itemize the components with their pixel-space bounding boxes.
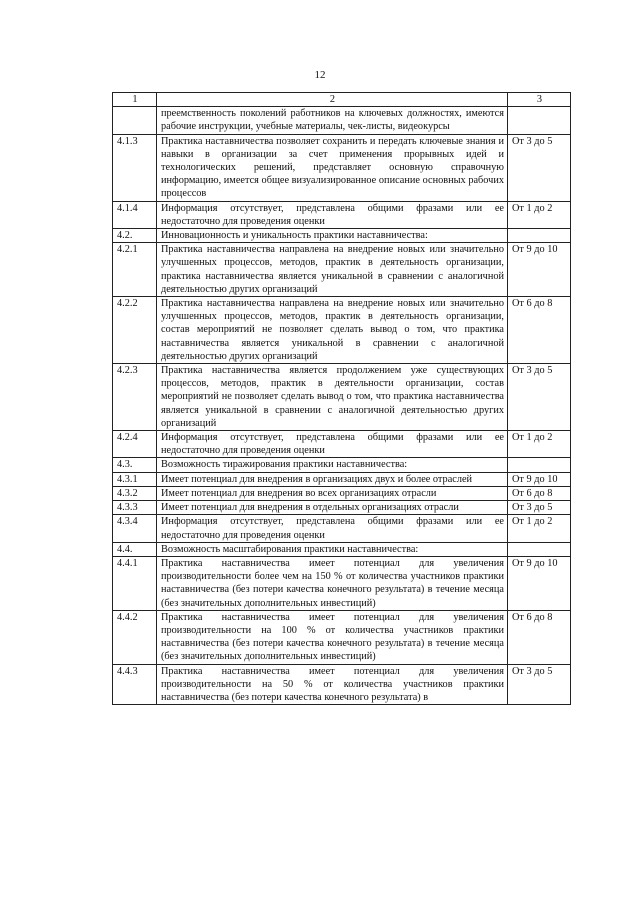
table-row xyxy=(113,556,571,610)
table-row xyxy=(113,201,571,228)
row-score-range: От 3 до 5 xyxy=(508,664,571,705)
table-row xyxy=(113,664,571,705)
row-criterion-text: Практика наставничества является продолжением уже существующих процессов, методов, практик в деятельности организации, состав мероприятий не позволяет сделать вывод о том, что практика наставничества является уникальной в сравнении с аналогичной деятельностью других организаций xyxy=(157,364,508,431)
table-row xyxy=(113,243,571,297)
row-number: 4.3.1 xyxy=(113,472,157,486)
row-number: 4.1.3 xyxy=(113,134,157,201)
row-score-range: От 9 до 10 xyxy=(508,243,571,297)
row-criterion-text: Имеет потенциал для внедрения во всех организациях отрасли xyxy=(157,486,508,500)
table-header-row xyxy=(113,93,571,107)
table-row xyxy=(113,486,571,500)
table-row xyxy=(113,458,571,472)
row-criterion-text: Практика наставничества имеет потенциал для увеличения производительности на 50 % от количества участников практики наставничества (без потери качества конечного результата) в xyxy=(157,664,508,705)
row-criterion-text: Практика наставничества позволяет сохранить и передать ключевые знания и навыки в организации за счет применения прорывных идей и технологических решений, представляет основную справочную информацию, имеется общее визуализированное описание основных рабочих процессов xyxy=(157,134,508,201)
row-number: 4.4.3 xyxy=(113,664,157,705)
row-number: 4.1.4 xyxy=(113,201,157,228)
row-criterion-text: Практика наставничества имеет потенциал для увеличения производительности на 100 % от количества участников практики наставничества (без потери качества конечного результата) в течение месяца (без значительных дополнительных инвестиций) xyxy=(157,610,508,664)
page-number: 12 xyxy=(314,69,326,81)
table-row xyxy=(113,501,571,515)
row-criterion-text: Возможность тиражирования практики наставничества: xyxy=(157,458,508,472)
table-row xyxy=(113,515,571,542)
row-criterion-text: преемственность поколений работников на ключевых должностях, имеются рабочие инструкции, учебные материалы, чек-листы, видеокурсы xyxy=(157,107,508,134)
table-row xyxy=(113,610,571,664)
table-row xyxy=(113,229,571,243)
table-row xyxy=(113,364,571,431)
row-number: 4.3.4 xyxy=(113,515,157,542)
row-number: 4.2. xyxy=(113,229,157,243)
row-number: 4.4.1 xyxy=(113,556,157,610)
row-criterion-text: Возможность масштабирования практики наставничества: xyxy=(157,542,508,556)
header-col-2: 2 xyxy=(157,93,508,107)
table-row xyxy=(113,134,571,201)
row-number: 4.2.4 xyxy=(113,431,157,458)
row-score-range xyxy=(508,542,571,556)
row-number: 4.3.3 xyxy=(113,501,157,515)
table-row xyxy=(113,107,571,134)
row-criterion-text: Информация отсутствует, представлена общими фразами или ее недостаточно для проведения оценки xyxy=(157,515,508,542)
header-col-3: 3 xyxy=(508,93,571,107)
row-criterion-text: Практика наставничества имеет потенциал для увеличения производительности более чем на 150 % от количества участников практики наставничества (без потери качества конечного результата) в течение месяца (без значительных дополнительных инвестиций) xyxy=(157,556,508,610)
row-score-range xyxy=(508,107,571,134)
row-criterion-text: Имеет потенциал для внедрения в отдельных организациях отрасли xyxy=(157,501,508,515)
row-score-range: От 3 до 5 xyxy=(508,501,571,515)
table-row xyxy=(113,472,571,486)
row-score-range: От 1 до 2 xyxy=(508,515,571,542)
row-score-range xyxy=(508,458,571,472)
row-criterion-text: Практика наставничества направлена на внедрение новых или значительно улучшенных процессов, методов, практик в деятельность организации, практика наставничества является уникальной в сравнении с аналогичной деятельностью других организаций xyxy=(157,243,508,297)
row-score-range: От 1 до 2 xyxy=(508,201,571,228)
row-number: 4.3.2 xyxy=(113,486,157,500)
table-row xyxy=(113,431,571,458)
row-score-range: От 9 до 10 xyxy=(508,472,571,486)
header-col-1: 1 xyxy=(113,93,157,107)
row-score-range: От 6 до 8 xyxy=(508,297,571,364)
criteria-table xyxy=(112,92,571,705)
row-score-range: От 3 до 5 xyxy=(508,364,571,431)
row-score-range: От 1 до 2 xyxy=(508,431,571,458)
row-number: 4.4.2 xyxy=(113,610,157,664)
row-score-range xyxy=(508,229,571,243)
row-number: 4.2.1 xyxy=(113,243,157,297)
row-criterion-text: Практика наставничества направлена на внедрение новых или значительно улучшенных процессов, методов, практик в деятельность организации, состав мероприятий не позволяет сделать вывод о том, что практика наставничества является уникальной в сравнении с аналогичной деятельностью других организаций xyxy=(157,297,508,364)
row-number: 4.4. xyxy=(113,542,157,556)
criteria-table-body xyxy=(113,93,571,705)
row-criterion-text: Инновационность и уникальность практики наставничества: xyxy=(157,229,508,243)
row-number: 4.2.2 xyxy=(113,297,157,364)
row-score-range: От 6 до 8 xyxy=(508,486,571,500)
row-criterion-text: Информация отсутствует, представлена общими фразами или ее недостаточно для проведения оценки xyxy=(157,201,508,228)
row-number xyxy=(113,107,157,134)
row-number: 4.2.3 xyxy=(113,364,157,431)
row-score-range: От 9 до 10 xyxy=(508,556,571,610)
row-score-range: От 6 до 8 xyxy=(508,610,571,664)
table-row xyxy=(113,297,571,364)
table-row xyxy=(113,542,571,556)
row-criterion-text: Имеет потенциал для внедрения в организациях двух и более отраслей xyxy=(157,472,508,486)
row-score-range: От 3 до 5 xyxy=(508,134,571,201)
row-number: 4.3. xyxy=(113,458,157,472)
row-criterion-text: Информация отсутствует, представлена общими фразами или ее недостаточно для проведения оценки xyxy=(157,431,508,458)
